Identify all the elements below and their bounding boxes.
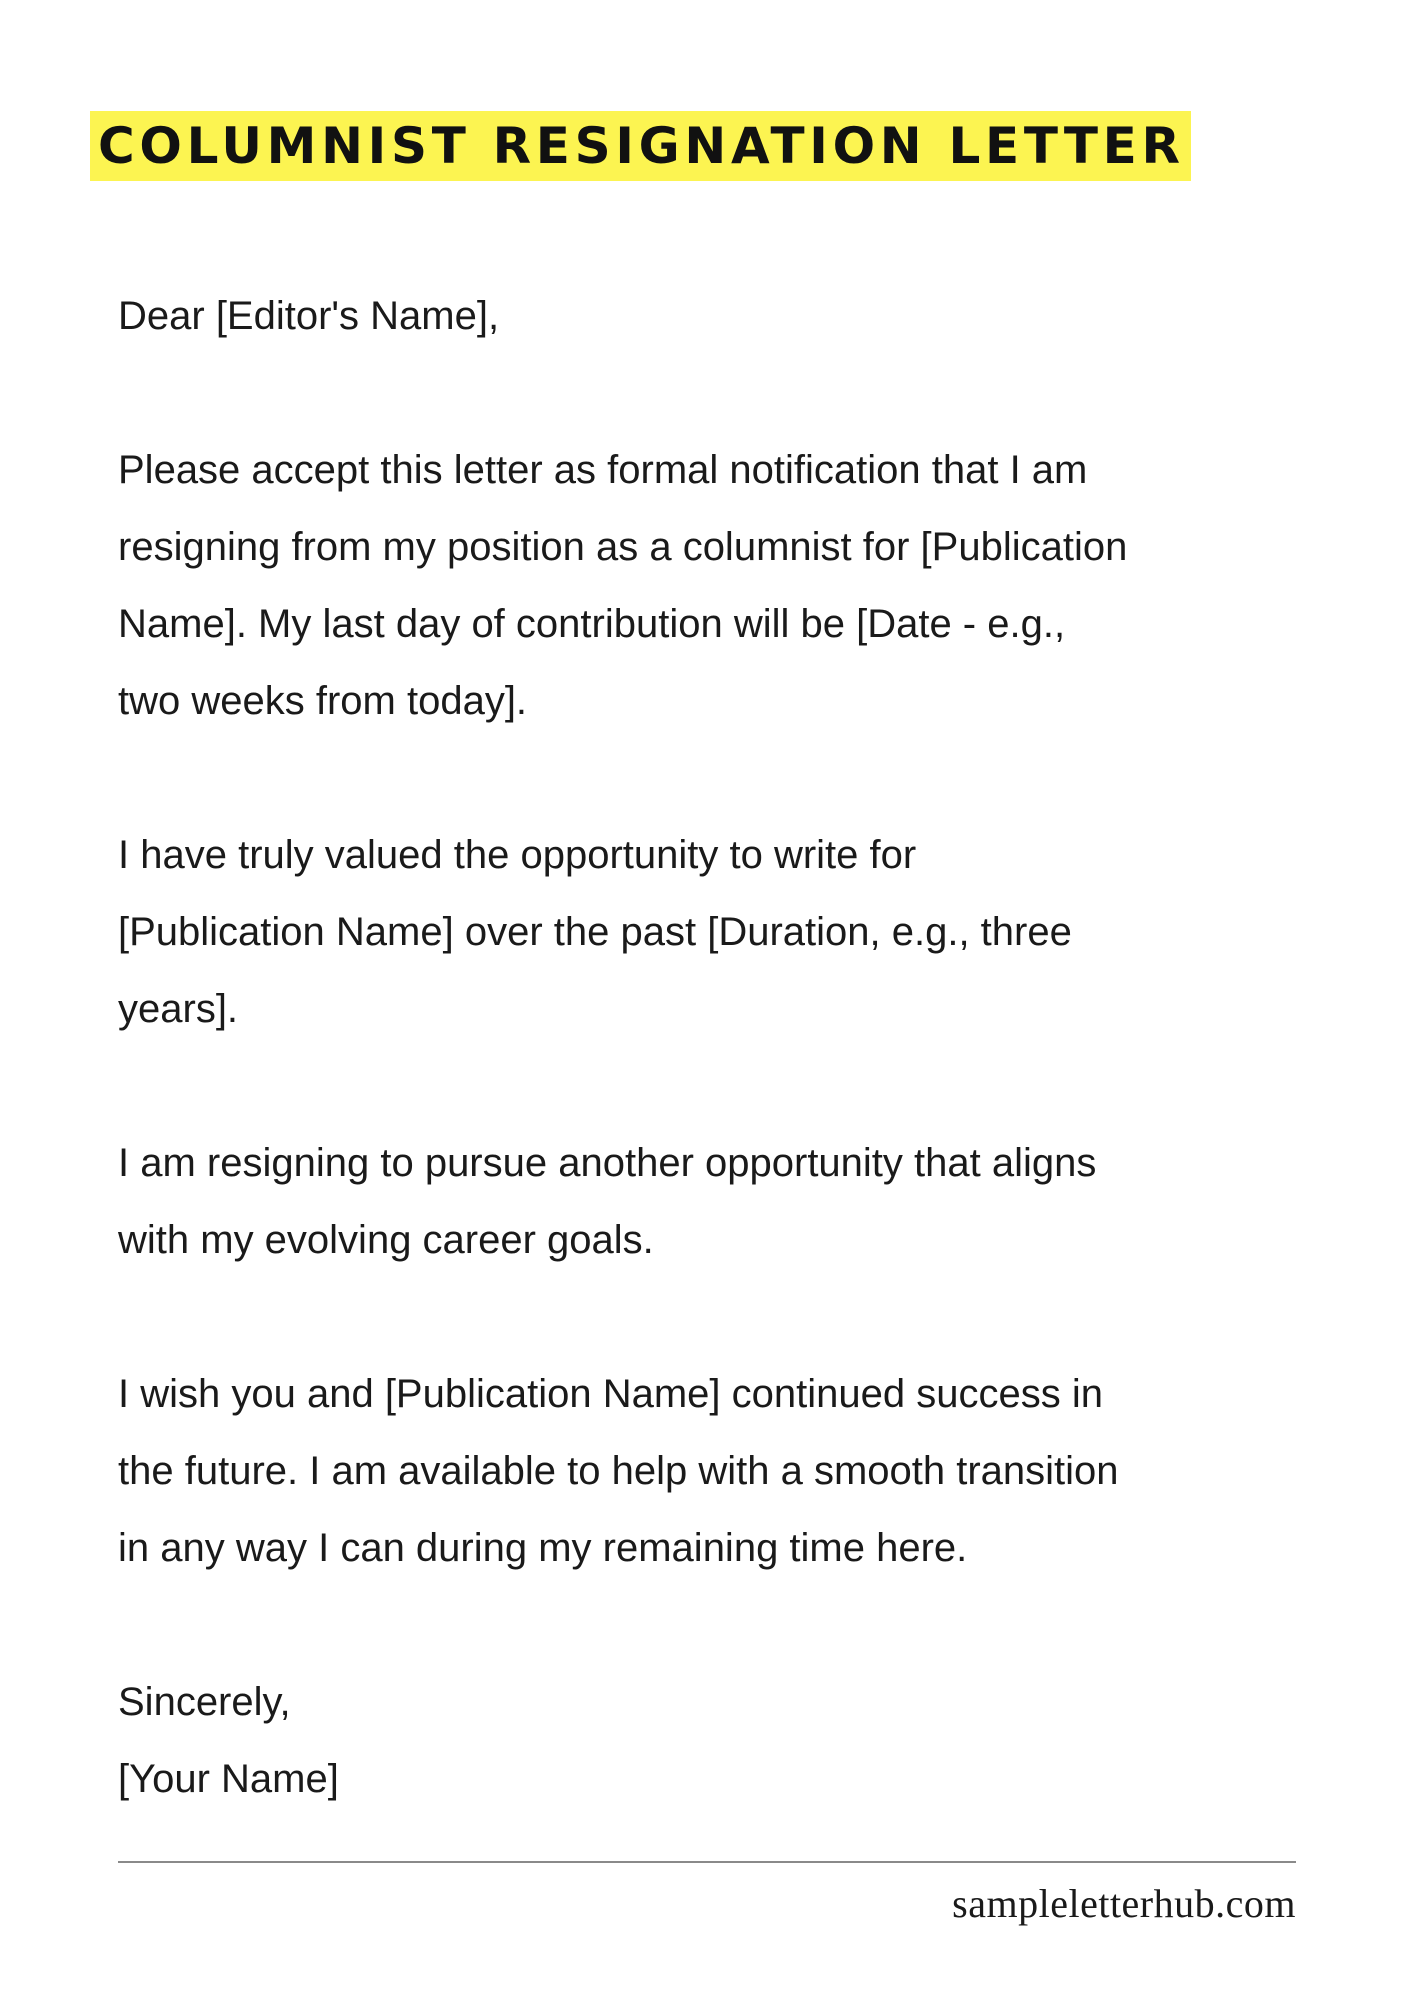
paragraph-line: years].	[118, 987, 239, 1031]
paragraph-1	[118, 432, 1368, 740]
paragraph-2	[118, 817, 1368, 1048]
closing: Sincerely,	[118, 1680, 291, 1724]
paragraph-line: Name]. My last day of contribution will be [Date - e.g.,	[118, 602, 1066, 646]
paragraph-line: I wish you and [Publication Name] continued success in	[118, 1372, 1103, 1416]
paragraph-line: the future. I am available to help with a smooth transition	[118, 1449, 1119, 1493]
closing-block	[118, 1664, 1368, 1818]
paragraph-line: two weeks from today].	[118, 679, 528, 723]
paragraph-line: Please accept this letter as formal notification that I am	[118, 448, 1088, 492]
paragraph-line: I am resigning to pursue another opportunity that aligns	[118, 1141, 1097, 1185]
paragraph-line: resigning from my position as a columnist for [Publication	[118, 525, 1128, 569]
salutation: Dear [Editor's Name],	[118, 294, 500, 338]
paragraph-3	[118, 1125, 1368, 1279]
letter-body	[118, 278, 1368, 1895]
paragraph-line: I have truly valued the opportunity to write for	[118, 833, 917, 877]
website-footer: sampleletterhub.com	[952, 1881, 1296, 1926]
paragraph-line: in any way I can during my remaining time here.	[118, 1526, 968, 1570]
title-highlight	[90, 111, 1191, 181]
footer-divider	[118, 1861, 1296, 1863]
signature: [Your Name]	[118, 1757, 339, 1801]
paragraph-4	[118, 1356, 1368, 1587]
letter-title: COLUMNIST RESIGNATION LETTER	[98, 117, 1185, 175]
paragraph-line: [Publication Name] over the past [Duration, e.g., three	[118, 910, 1072, 954]
paragraph-line: with my evolving career goals.	[118, 1218, 654, 1262]
